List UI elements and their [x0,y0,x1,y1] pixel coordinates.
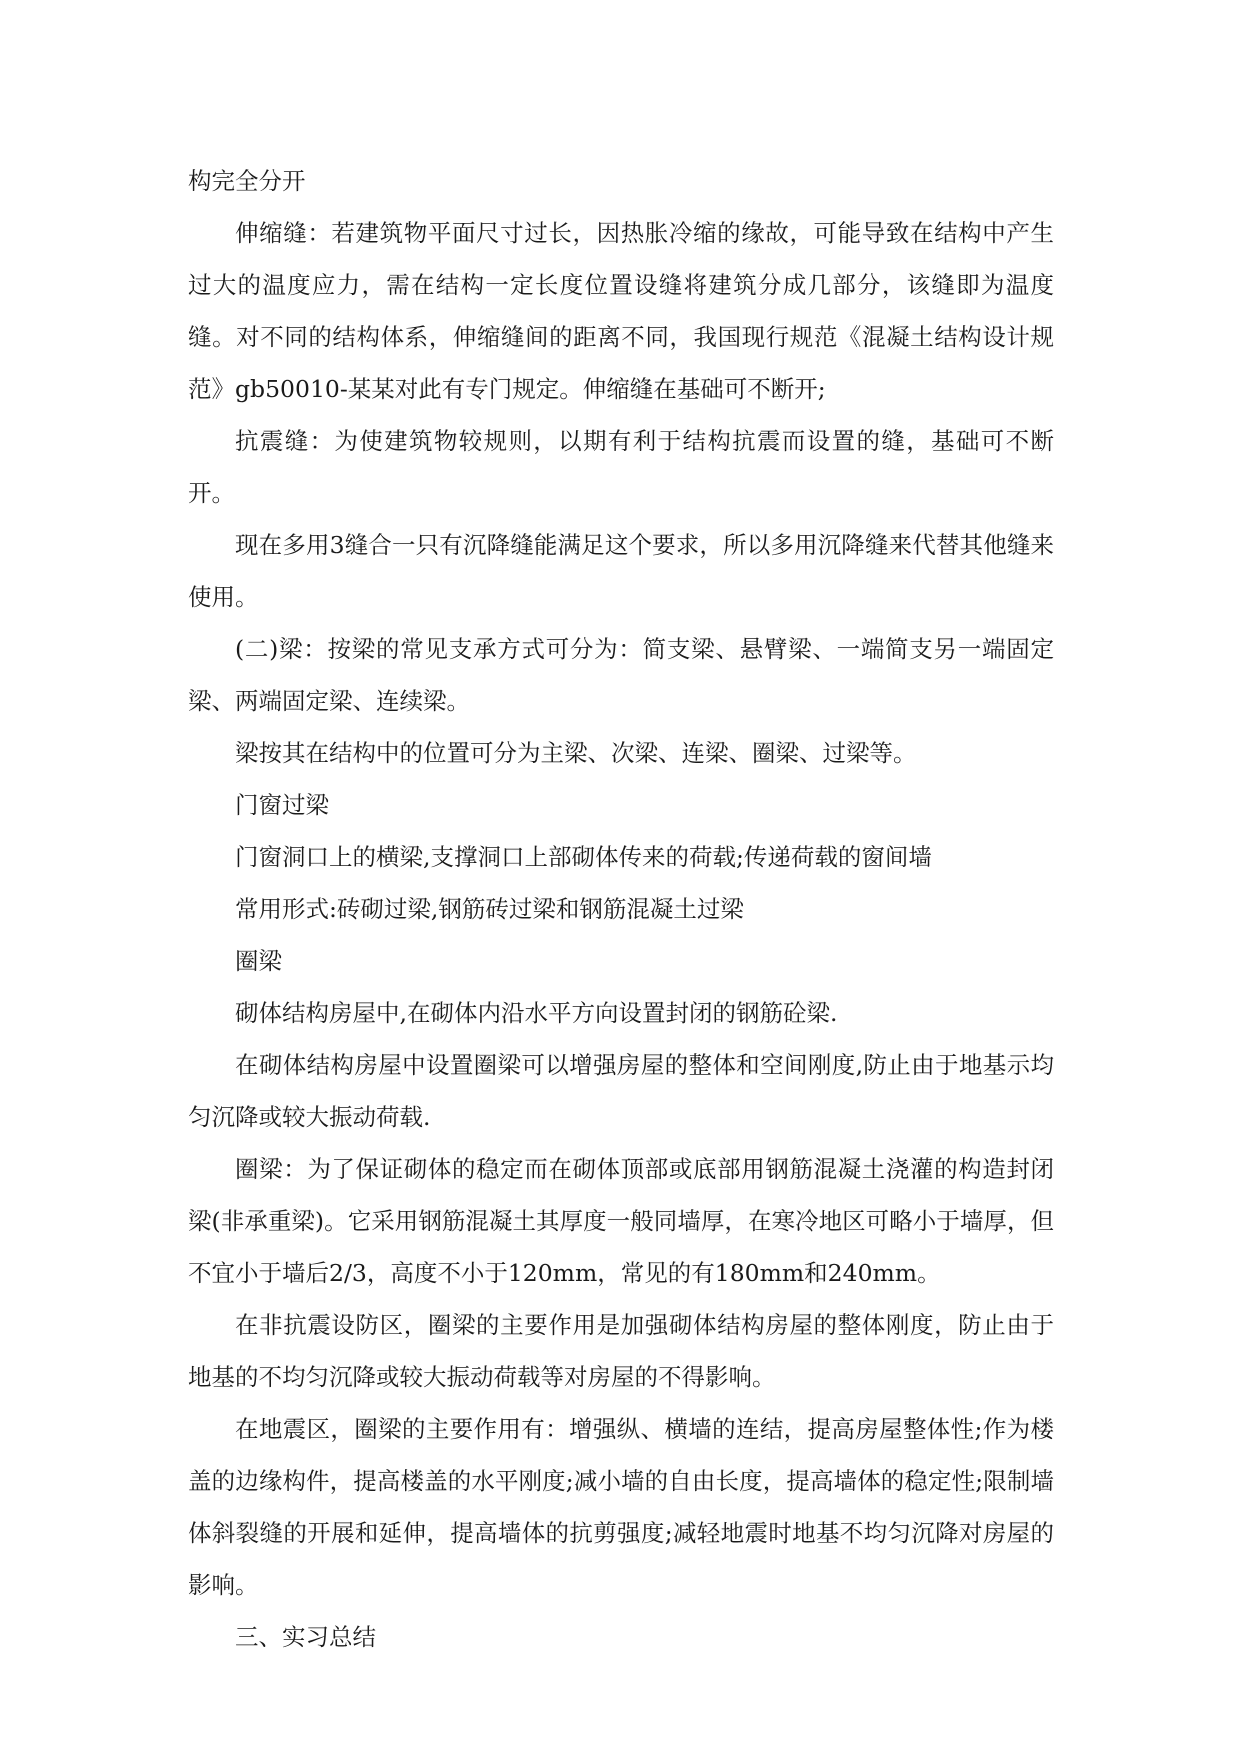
paragraph-beam-types: (二)梁：按梁的常见支承方式可分为：简支梁、悬臂梁、一端简支另一端固定梁、两端固定梁、连续梁。 [188,635,1054,715]
paragraph-three-joints: 现在多用3缝合一只有沉降缝能满足这个要求，所以多用沉降缝来代替其他缝来使用。 [188,531,1054,611]
paragraph-lintel-forms: 常用形式:砖砌过梁,钢筋砖过梁和钢筋混凝土过梁 [235,895,744,923]
paragraph-seismic-joint: 抗震缝：为使建筑物较规则，以期有利于结构抗震而设置的缝，基础可不断开。 [188,427,1054,507]
paragraph-ring-beam-definition: 砌体结构房屋中,在砌体内沿水平方向设置封闭的钢筋砼梁. [235,999,838,1027]
heading-internship-summary: 三、实习总结 [235,1623,376,1651]
paragraph-ring-beam-purpose: 在砌体结构房屋中设置圈梁可以增强房屋的整体和空间刚度,防止由于地基示均匀沉降或较大振动荷载. [188,1051,1054,1131]
paragraph-continuation: 构完全分开 [188,167,306,195]
heading-lintel: 门窗过梁 [235,791,329,819]
document-body [188,155,1054,1663]
paragraph-beam-positions: 梁按其在结构中的位置可分为主梁、次梁、连梁、圈梁、过梁等。 [235,739,917,767]
paragraph-expansion-joint: 伸缩缝：若建筑物平面尺寸过长，因热胀冷缩的缘故，可能导致在结构中产生过大的温度应力，需在结构一定长度位置设缝将建筑分成几部分，该缝即为温度缝。对不同的结构体系，伸缩缝间的距离不同，我国现行规范《混凝土结构设计规范》gb50010-某某对此有专门规定。伸缩缝在基础可不断开; [188,219,1054,403]
paragraph-ring-beam-dimensions: 圈梁：为了保证砌体的稳定而在砌体顶部或底部用钢筋混凝土浇灌的构造封闭梁(非承重梁)。它采用钢筋混凝土其厚度一般同墙厚，在寒冷地区可略小于墙厚，但不宜小于墙后2/3，高度不小于120mm，常见的有180mm和240mm。 [188,1155,1054,1287]
paragraph-non-seismic-role: 在非抗震设防区，圈梁的主要作用是加强砌体结构房屋的整体刚度，防止由于地基的不均匀沉降或较大振动荷载等对房屋的不得影响。 [188,1311,1054,1391]
paragraph-seismic-role: 在地震区，圈梁的主要作用有：增强纵、横墙的连结，提高房屋整体性;作为楼盖的边缘构件，提高楼盖的水平刚度;减小墙的自由长度，提高墙体的稳定性;限制墙体斜裂缝的开展和延伸，提高墙体的抗剪强度;减轻地震时地基不均匀沉降对房屋的影响。 [188,1415,1054,1599]
paragraph-lintel-definition: 门窗洞口上的横梁,支撑洞口上部砌体传来的荷载;传递荷载的窗间墙 [235,843,932,871]
heading-ring-beam: 圈梁 [235,947,282,975]
